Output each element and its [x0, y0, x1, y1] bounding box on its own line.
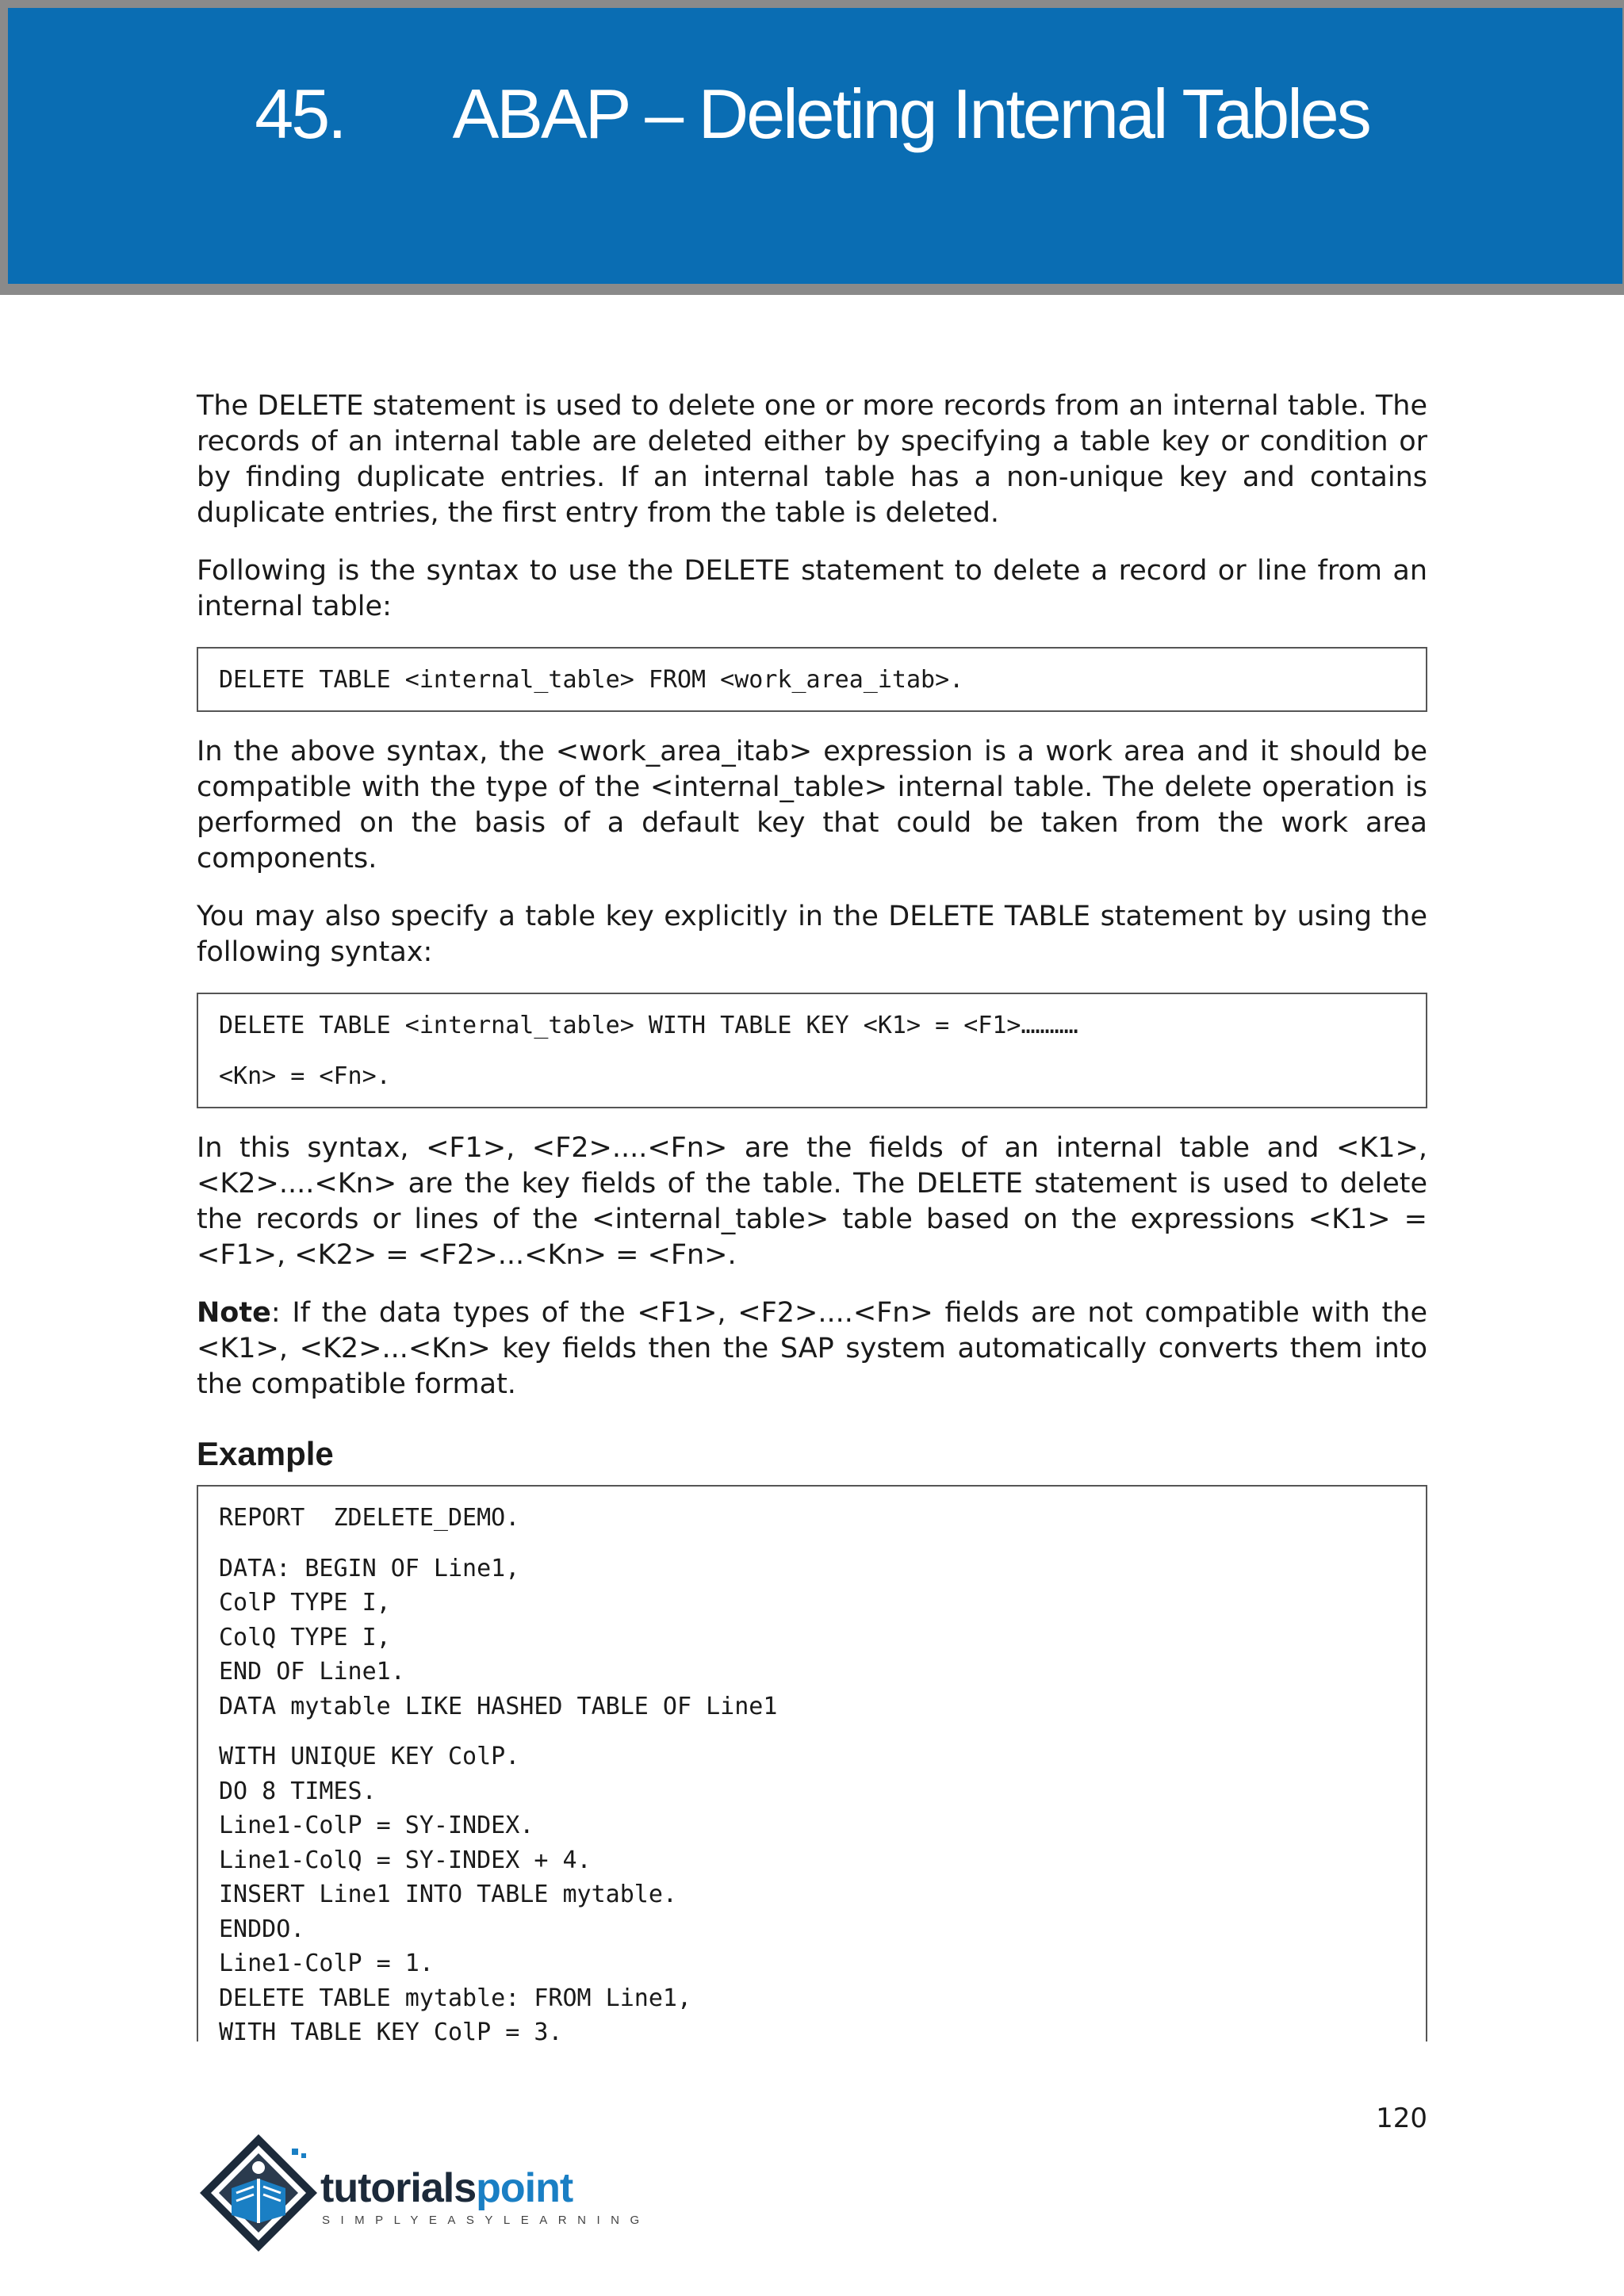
code-line: END OF Line1. — [219, 1658, 405, 1686]
logo-wordmark: tutorialspoint — [320, 2165, 573, 2211]
code-line: DELETE TABLE <internal_table> FROM <work_area_itab>. — [219, 666, 964, 694]
code-line: DATA mytable LIKE HASHED TABLE OF Line1 — [219, 1692, 778, 1720]
code-line: DATA: BEGIN OF Line1, — [219, 1554, 520, 1582]
page-number: 120 — [1376, 2103, 1427, 2134]
fields-explanation-paragraph: In this syntax, <F1>, <F2>....<Fn> are the fields of an internal table and <K1>, <K2>....<Kn> are the key fields of the table. The DELETE statement is used to delete the records or lines of the <internal_table> table based on the expressions <K1> = <F1>, <K2> = <F2>...<Kn> = <Fn>. — [197, 1132, 1427, 1271]
code-line: INSERT Line1 INTO TABLE mytable. — [219, 1881, 677, 1908]
example-heading: Example — [197, 1435, 334, 1472]
page-content — [197, 388, 1427, 2042]
intro-paragraph: The DELETE statement is used to delete one or more records from an internal table. The records of an internal table are deleted either by specifying a table key or condition or by finding duplicate entries. If an internal table has a non-unique key and contains duplicate entries, the first entry from the table is deleted. — [197, 390, 1427, 529]
note-text: : If the data types of the <F1>, <F2>....<Fn> fields are not compatible with the <K1>, <K2>...<Kn> key fields then the SAP system automatically converts them into the compatible format. — [197, 1297, 1427, 1400]
code-line: WITH UNIQUE KEY ColP. — [219, 1743, 520, 1770]
code-line: ENDDO. — [219, 1915, 305, 1943]
chapter-title — [0, 75, 1624, 153]
code-line: REPORT ZDELETE_DEMO. — [219, 1504, 520, 1532]
chapter-title-text: ABAP – Deleting Internal Tables — [452, 75, 1369, 153]
code-line: ColQ TYPE I, — [219, 1623, 391, 1651]
code-line: Line1-ColP = 1. — [219, 1950, 434, 1977]
code-line: DELETE TABLE mytable: FROM Line1, — [219, 1984, 692, 2012]
code-line: Line1-ColQ = SY-INDEX + 4. — [219, 1846, 592, 1874]
syntax-code-box-2 — [197, 993, 1427, 1108]
code-line: <Kn> = <Fn>. — [219, 1062, 391, 1090]
example-code-box — [197, 1485, 1427, 2042]
tutorialspoint-logo — [195, 2130, 650, 2256]
code-line: DELETE TABLE <internal_table> WITH TABLE KEY <K1> = <F1>………… — [219, 1012, 1078, 1039]
code-line: DO 8 TIMES. — [219, 1777, 377, 1805]
code-line: WITH TABLE KEY ColP = 3. — [219, 2019, 563, 2042]
chapter-header — [0, 0, 1624, 295]
note-paragraph — [197, 1295, 1427, 1402]
syntax-explanation-paragraph: In the above syntax, the <work_area_itab> expression is a work area and it should be compatible with the type of the <internal_table> internal table. The delete operation is performed on the basis of a default key that could be taken from the work area components. — [197, 736, 1427, 874]
syntax-intro-paragraph: Following is the syntax to use the DELETE statement to delete a record or line from an internal table: — [197, 555, 1427, 622]
syntax-code-box-1 — [197, 647, 1427, 712]
logo-diamond-icon — [195, 2130, 322, 2256]
code-line: ColP TYPE I, — [219, 1589, 391, 1617]
table-key-intro-paragraph: You may also specify a table key explicitly in the DELETE TABLE statement by using the following syntax: — [197, 901, 1427, 968]
chapter-number: 45. — [255, 75, 345, 153]
note-label: Note — [197, 1297, 271, 1329]
code-line: Line1-ColP = SY-INDEX. — [219, 1812, 534, 1839]
logo-tagline: SIMPLYEASYLEARNING — [322, 2214, 650, 2227]
